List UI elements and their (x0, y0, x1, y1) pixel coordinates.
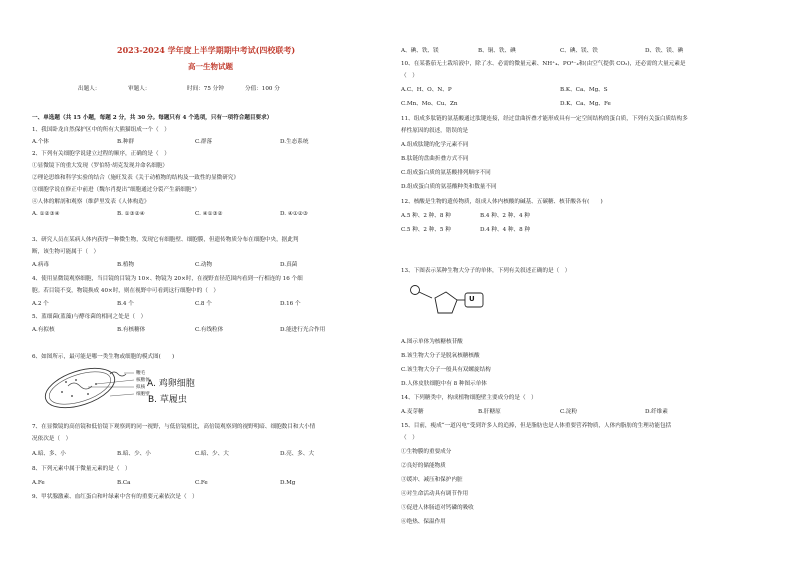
meta-author: 出题人： (78, 86, 101, 92)
q14-stem: 14、下列糖类中，构成植物细胞壁主要成分的是（ ） (401, 395, 537, 401)
q15-item: ④对生命活动具有调节作用 (401, 491, 469, 497)
q7-option-b[interactable]: B.暗、少、小 (117, 451, 151, 457)
q5-option-a[interactable]: A.有拟核 (32, 327, 55, 333)
q9-stem: 9、甲状腺激素、血红蛋白和叶绿素中含有的重要元素依次是（ ） (32, 494, 198, 500)
q15-item: ③缓冲、减压和保护内脏 (401, 477, 463, 483)
q2-item: ④人体的解剖和观察（维萨里发表《人体构造》 (32, 199, 150, 205)
label-cell-wall: 细胞壁 (136, 392, 150, 397)
nucleoid-shape (68, 383, 92, 389)
nucleotide-diagram (405, 280, 485, 326)
q2-item: ②理论思维和科学实验的结合（施旺发表《关于动植物的结构及一致性的显微研究》 (32, 175, 239, 181)
q13-option-a[interactable]: A.图示单体为核糖核苷酸 (401, 339, 463, 345)
exam-subtitle: 高一生物试题 (188, 62, 233, 71)
q13-option-c[interactable]: C.该生物大分子一般具有双螺旋结构 (401, 367, 491, 373)
q15-stem-cont: （ ） (401, 435, 418, 441)
q14-option-d[interactable]: D.纤维素 (645, 409, 668, 415)
q2-option-c[interactable]: C. ④①③② (195, 211, 223, 217)
q12-option-c[interactable]: C.5 种、2 种、5 种 (401, 227, 451, 233)
q3-stem-cont: 断，该生物可能属于（ ） (32, 249, 100, 255)
q2-option-b[interactable]: B. ①③②④ (117, 211, 145, 217)
q1-option-d[interactable]: D.生态系统 (280, 139, 309, 145)
q6-option-a[interactable]: A. 鸡卵细胞 (147, 379, 195, 389)
q9-option-a[interactable]: A、碘、铁、镁 (401, 48, 439, 54)
q10-option-d[interactable]: D.K、Ca、Mg、Fe (560, 101, 611, 107)
q11-option-c[interactable]: C.组成蛋白质的氨基酸排列顺序不同 (401, 170, 491, 176)
q12-option-d[interactable]: D.4 种、4 种、8 种 (480, 227, 531, 233)
q9-option-c[interactable]: C、碘、镁、铁 (560, 48, 598, 54)
q7-option-a[interactable]: A.暗、多、小 (32, 451, 66, 457)
q8-stem: 8、下列元素中属于微量元素的是（ ） (32, 466, 131, 472)
q11-stem-cont: 样性原因的叙述，错误的是 (401, 128, 469, 134)
q11-option-a[interactable]: A.组成肽键的化学元素不同 (401, 142, 469, 148)
q5-option-d[interactable]: D.能进行光合作用 (280, 327, 326, 333)
q10-stem-cont: （ ） (401, 73, 418, 79)
q3-option-a[interactable]: A.病毒 (32, 262, 50, 268)
q14-option-c[interactable]: C.淀粉 (560, 409, 578, 415)
q10-stem: 10、在某番茄无土栽培液中，除了水、必需的微量元素、NH⁺₄、PO³⁻₄和(由空气提供 CO₂)，还必需的大量元素是 (401, 61, 686, 67)
q2-option-a[interactable]: A. ①②③④ (32, 211, 60, 217)
q7-stem-cont: 况依次是（ ） (32, 436, 72, 442)
q8-option-c[interactable]: C.Fe (195, 480, 208, 486)
q4-option-d[interactable]: D.16 个 (280, 301, 301, 307)
meta-reviewer: 审题人： (128, 86, 151, 92)
q5-stem: 5、蓝细菌(蓝藻)与酵母菌的相同之处是（ ） (32, 314, 147, 320)
q7-option-d[interactable]: D.亮、多、大 (280, 451, 315, 457)
q13-option-b[interactable]: B.该生物大分子是脱氧核糖核酸 (401, 353, 480, 359)
meta-time: 时间：75 分钟 (187, 86, 224, 92)
q11-option-b[interactable]: B.肽链的盘曲折叠方式不同 (401, 156, 469, 162)
q12-stem: 12、核酸是生物的遗传物质，组成人体内核酸的碱基、五碳糖、核苷酸各有( ) (401, 199, 603, 205)
q3-stem: 3、研究人员在某病人体内获得一种微生物，发现它有细胞壁、细胞膜，但遗传物质分布在细胞中央，据此判 (32, 237, 299, 243)
q7-option-c[interactable]: C.暗、少、大 (195, 451, 229, 457)
meta-score: 分值：100 分 (245, 86, 280, 92)
q15-item: ②良好的储能物质 (401, 463, 446, 469)
q1-option-c[interactable]: C.群落 (195, 139, 213, 145)
q1-option-b[interactable]: B.种群 (117, 139, 135, 145)
q15-stem: 15、目前，瘦成“一道闪电”受到许多人的追捧，但是脂肪也是人体重要营养物质，人体内脂肪的生理功能包括 (401, 423, 672, 429)
q3-option-c[interactable]: C.动物 (195, 262, 213, 268)
label-ribosome: 核糖体 (136, 378, 150, 383)
q4-stem-cont: 胞。若目镜不变，物镜换成 40×时，则在视野中可看到这行细胞中的（ ） (32, 288, 219, 294)
exam-title: 2023-2024 学年度上半学期期中考试(四校联考) (117, 45, 296, 55)
pentose-shape (435, 292, 457, 313)
q5-option-b[interactable]: B.有核糖体 (117, 327, 146, 333)
q15-item: ⑤促进人体肠道对钙磷的吸收 (401, 505, 474, 511)
cell-membrane-shape (45, 365, 114, 410)
q4-option-a[interactable]: A.2 个 (32, 301, 49, 307)
q2-stem: 2、下列有关细胞学说建立过程的顺序，正确的是（ ） (32, 151, 170, 157)
q8-option-d[interactable]: D.Mg (280, 480, 296, 486)
q6-option-b[interactable]: B. 草履虫 (148, 395, 187, 405)
q9-option-b[interactable]: B、铜、铁、碘 (478, 48, 516, 54)
q14-option-b[interactable]: B.肝糖原 (478, 409, 501, 415)
q12-option-a[interactable]: A.5 种、2 种、8 种 (401, 213, 451, 219)
q1-stem: 1、我国卧龙自然保护区中的所有大熊猫组成一个（ ） (32, 127, 170, 133)
q1-option-a[interactable]: A.个体 (32, 139, 50, 145)
q12-option-b[interactable]: B.4 种、2 种、4 种 (480, 213, 530, 219)
q11-stem: 11、组成多肽链的氨基酸通过肽键连接，经过盘曲折叠才能形成具有一定空间结构的蛋白质，下列有关蛋白质结构多 (401, 116, 688, 122)
q15-item: ⑥绝热、保温作用 (401, 519, 446, 525)
q11-option-d[interactable]: D.组成蛋白质的氨基酸种类和数量不同 (401, 184, 497, 190)
section-heading: 一、单选题（共 15 小题，每题 2 分，共 30 分。每题只有 4 个选项，只有一项符合题目要求） (32, 115, 273, 121)
q2-option-d[interactable]: D. ④①②③ (280, 211, 308, 217)
q13-option-d[interactable]: D.人体皮肤细胞中有 8 种图示单体 (401, 381, 487, 387)
q2-item: ③细胞学说在修正中前进（魏尔肖提出“细胞通过分裂产生新细胞”） (32, 187, 200, 193)
q3-option-d[interactable]: D.真菌 (280, 262, 298, 268)
q14-option-a[interactable]: A.麦芽糖 (401, 409, 424, 415)
q10-option-a[interactable]: A.C、H、O、N、P (401, 87, 452, 93)
q10-option-b[interactable]: B.K、Ca、Mg、S (560, 87, 608, 93)
base-label: U (469, 295, 475, 303)
q9-option-d[interactable]: D、铁、镁、碘 (645, 48, 684, 54)
q3-option-b[interactable]: B.植物 (117, 262, 135, 268)
q7-stem: 7、在显微镜的高倍镜和低倍镜下观察到的同一视野，与低倍镜相比，高倍镜观察到的视野明暗、细胞数目和大小情 (32, 424, 316, 430)
q10-option-c[interactable]: C.Mn、Mo、Cu、Zn (401, 101, 458, 107)
q15-item: ①生物膜的重要成分 (401, 449, 452, 455)
q4-option-c[interactable]: C.8 个 (195, 301, 212, 307)
label-nucleoid: 拟核 (136, 385, 146, 390)
q13-stem: 13、下图表示某种生物大分子的单体，下列有关叙述正确的是（ ） (401, 268, 571, 274)
q6-stem: 6、如图所示，最可能是哪一类生物或细胞的模式图( ) (32, 354, 175, 360)
q4-stem: 4、使用显微镜观察细胞，当目镜的目镜为 10×、物镜为 20×时，在视野直径范围内看到一行相连的 16 个细 (32, 276, 303, 282)
q8-option-a[interactable]: A.Fe (32, 480, 45, 486)
phosphate-shape (411, 286, 420, 295)
label-flagellum: 鞭毛 (136, 371, 146, 376)
q2-item: ①显微镜下的重大发现（罗伯特·胡克发现并命名细胞） (32, 163, 169, 169)
q4-option-b[interactable]: B.4 个 (117, 301, 134, 307)
q5-option-c[interactable]: C.有线粒体 (195, 327, 224, 333)
q8-option-b[interactable]: B.Ca (117, 480, 131, 486)
